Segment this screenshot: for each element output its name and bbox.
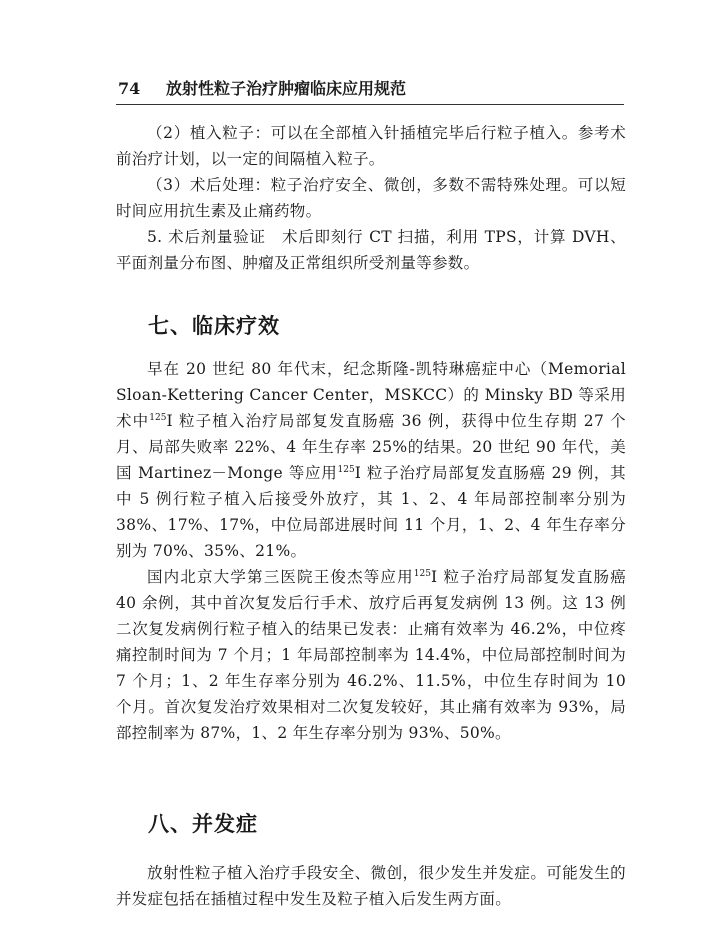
isotope-superscript: 125 — [413, 568, 431, 579]
isotope-superscript: 125 — [337, 464, 355, 475]
paragraph-dose-verification: 5. 术后剂量验证 术后即刻行 CT 扫描，利用 TPS，计算 DVH、平面剂量分布图、肿瘤及正常组织所受剂量等参数。 — [116, 228, 626, 272]
running-header-title: 放射性粒子治疗肿瘤临床应用规范 — [166, 79, 407, 98]
text-run: I 粒子治疗局部复发直肠癌 40 余例，其中首次复发后行手术、放疗后再复发病例 13 例。这 13 例二次复发病例行粒子植入的结果已发表：止痛有效率为 46.2%，中位疼痛控制时间为 7 个月；1 年局部控制率为 14.4%，中位局部控制时间为 7 个月；1、2 年生存率分别为 46.2%、11.5%，中位生存时间为 10 个月。首次复发治疗效果相对二次复发较好，其止痛有效率为 93%，局部控制率为 87%，1、2 年生存率分别为 93%、50%。 — [116, 568, 626, 742]
text-run: I 粒子治疗局部复发直肠癌 29 例，其中 5 例行粒子植入后接受外放疗，其 1、2、4 年局部控制率分别为 38%、17%、17%，中位局部进展时间 11 个月，1、2、4 年生存率分别为 70%、35%、21%。 — [116, 464, 626, 560]
text-run: I 粒子植入治疗局部复发直肠癌 36 例，获得中位生存期 27 个月、局部失败率 22%、4 年生存率 25%的结果。20 世纪 90 年代，美国 Martinez－Monge 等应用 — [116, 412, 626, 482]
running-header — [118, 76, 618, 102]
paragraph-postoperative-care: （3）术后处理：粒子治疗安全、微创，多数不需特殊处理。可以短时间应用抗生素及止痛药物。 — [116, 176, 626, 220]
paragraph-complications-intro: 放射性粒子植入治疗手段安全、微创，很少发生并发症。可能发生的并发症包括在插植过程中发生及粒子植入后发生两方面。 — [116, 864, 626, 908]
section-heading-clinical-efficacy: 七、临床疗效 — [148, 313, 280, 338]
paragraph-domestic-studies — [116, 564, 626, 746]
section-heading-complications: 八、并发症 — [148, 811, 258, 836]
paragraph-international-studies — [116, 356, 626, 564]
procedure-steps-block — [116, 120, 626, 276]
page-number: 74 — [118, 79, 141, 98]
complications-block — [116, 860, 626, 912]
header-divider — [116, 104, 624, 105]
paragraph-particle-implantation: （2）植入粒子：可以在全部植入针插植完毕后行粒子植入。参考术前治疗计划，以一定的间隔植入粒子。 — [116, 124, 626, 168]
text-run: 国内北京大学第三医院王俊杰等应用 — [147, 568, 414, 586]
clinical-efficacy-block — [116, 356, 626, 746]
text-run: 早在 20 世纪 80 年代末，纪念斯隆-凯特琳癌症中心（Memorial Sloan-Kettering Cancer Center，MSKCC）的 Minsky BD 等采用术中 — [116, 360, 626, 430]
isotope-superscript: 125 — [149, 412, 167, 423]
